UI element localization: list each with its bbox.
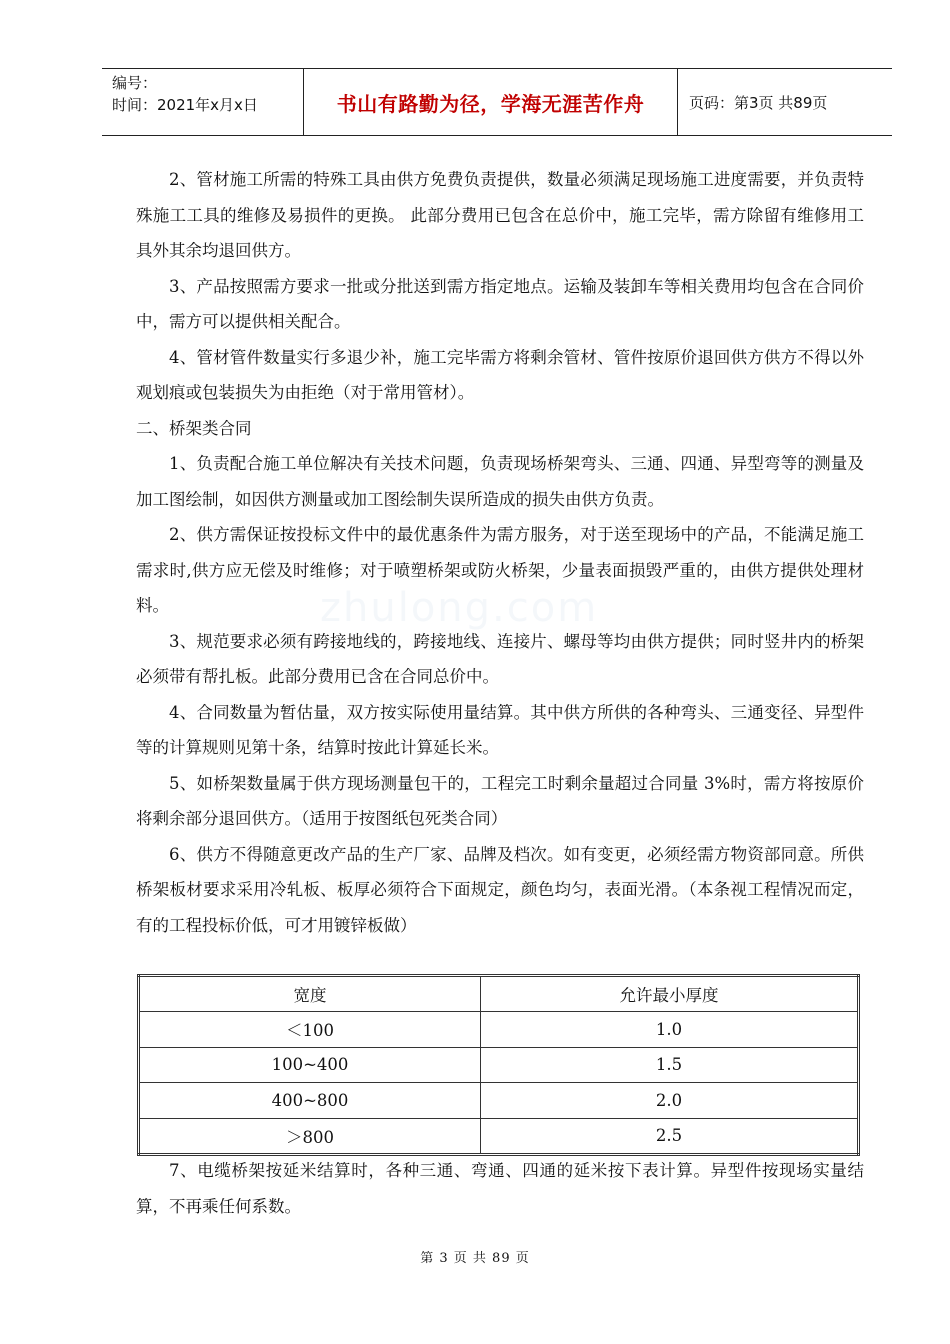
- table-header-cell: 允许最小厚度: [481, 976, 859, 1012]
- table-cell-thickness: 1.5: [481, 1047, 859, 1083]
- table-cell-thickness: 2.5: [481, 1118, 859, 1155]
- header-top-rule: [102, 68, 892, 69]
- document-body-continued: [136, 1153, 864, 1224]
- paragraph: 3、规范要求必须有跨接地线的，跨接地线、连接片、螺母等均由供方提供；同时竖井内的桥架必须带有帮扎板。此部分费用已含在合同总价中。: [136, 631, 864, 686]
- paragraph: 6、供方不得随意更改产品的生产厂家、品牌及档次。如有变更，必须经需方物资部同意。所供桥架板材要求采用冷轧板、板厚必须符合下面规定，颜色均匀，表面光滑。（本条视工程情况而定，有的工程投标价低，可才用镀锌板做）: [136, 844, 864, 935]
- header-bottom-rule: [102, 135, 892, 136]
- paragraph: 4、管材管件数量实行多退少补，施工完毕需方将剩余管材、管件按原价退回供方供方不得以外观划痕或包装损失为由拒绝（对于常用管材）。: [136, 347, 864, 402]
- paragraph: 3、产品按照需方要求一批或分批送到需方指定地点。运输及装卸车等相关费用均包含在合同价中，需方可以提供相关配合。: [136, 276, 864, 331]
- header-page-number: 页码：第3页 共89页: [689, 94, 828, 112]
- header-motto: 书山有路勤为径，学海无涯苦作舟: [336, 92, 645, 116]
- table-header-cell: 宽度: [139, 976, 481, 1012]
- paragraph: 5、如桥架数量属于供方现场测量包干的，工程完工时剩余量超过合同量 3%时，需方将按原价将剩余部分退回供方。（适用于按图纸包死类合同）: [136, 773, 864, 828]
- watermark: zhulong.com: [320, 585, 599, 631]
- paragraph: 1、负责配合施工单位解决有关技术问题，负责现场桥架弯头、三通、四通、异型弯等的测量及加工图绘制，如因供方测量或加工图绘制失误所造成的损失由供方负责。: [136, 454, 864, 509]
- table-row: [139, 1047, 859, 1083]
- document-time-label: 时间：2021年x月x日: [112, 96, 258, 114]
- document-number-label: 编号：: [112, 74, 158, 92]
- table-cell-width: ＞800: [139, 1118, 481, 1155]
- table-row: [139, 1012, 859, 1048]
- document-body: [136, 162, 864, 943]
- paragraph: 2、供方需保证按投标文件中的最优惠条件为需方服务，对于送至现场中的产品，不能满足施工需求时,供方应无偿及时维修；对于喷塑桥架或防火桥架，少量表面损毁严重的，由供方提供处理材料。: [136, 525, 864, 615]
- table-cell-thickness: 1.0: [481, 1012, 859, 1048]
- table-row: [139, 1118, 859, 1155]
- paragraph: 7、电缆桥架按延米结算时，各种三通、弯通、四通的延米按下表计算。异型件按现场实量结算，不再乘任何系数。: [136, 1161, 864, 1216]
- table-cell-width: 400~800: [139, 1083, 481, 1119]
- table-cell-width: 100~400: [139, 1047, 481, 1083]
- page-footer: 第 3 页 共 89 页: [420, 1251, 530, 1266]
- table-row: [139, 1083, 859, 1119]
- section-heading: 二、桥架类合同: [136, 418, 252, 438]
- table-header-row: [139, 976, 859, 1012]
- header-meta: [112, 72, 258, 116]
- table-cell-width: ＜100: [139, 1012, 481, 1048]
- paragraph: 4、合同数量为暂估量，双方按实际使用量结算。其中供方所供的各种弯头、三通变径、异型件等的计算规则见第十条，结算时按此计算延长米。: [136, 702, 864, 757]
- paragraph: 2、管材施工所需的特殊工具由供方免费负责提供，数量必须满足现场施工进度需要，并负责特殊施工工具的维修及易损件的更换。 此部分费用已包含在总价中，施工完毕，需方除留有维修用工具外其余均退回供方。: [136, 170, 864, 260]
- table-cell-thickness: 2.0: [481, 1083, 859, 1119]
- header-divider: [677, 68, 678, 135]
- thickness-table: [137, 974, 860, 1156]
